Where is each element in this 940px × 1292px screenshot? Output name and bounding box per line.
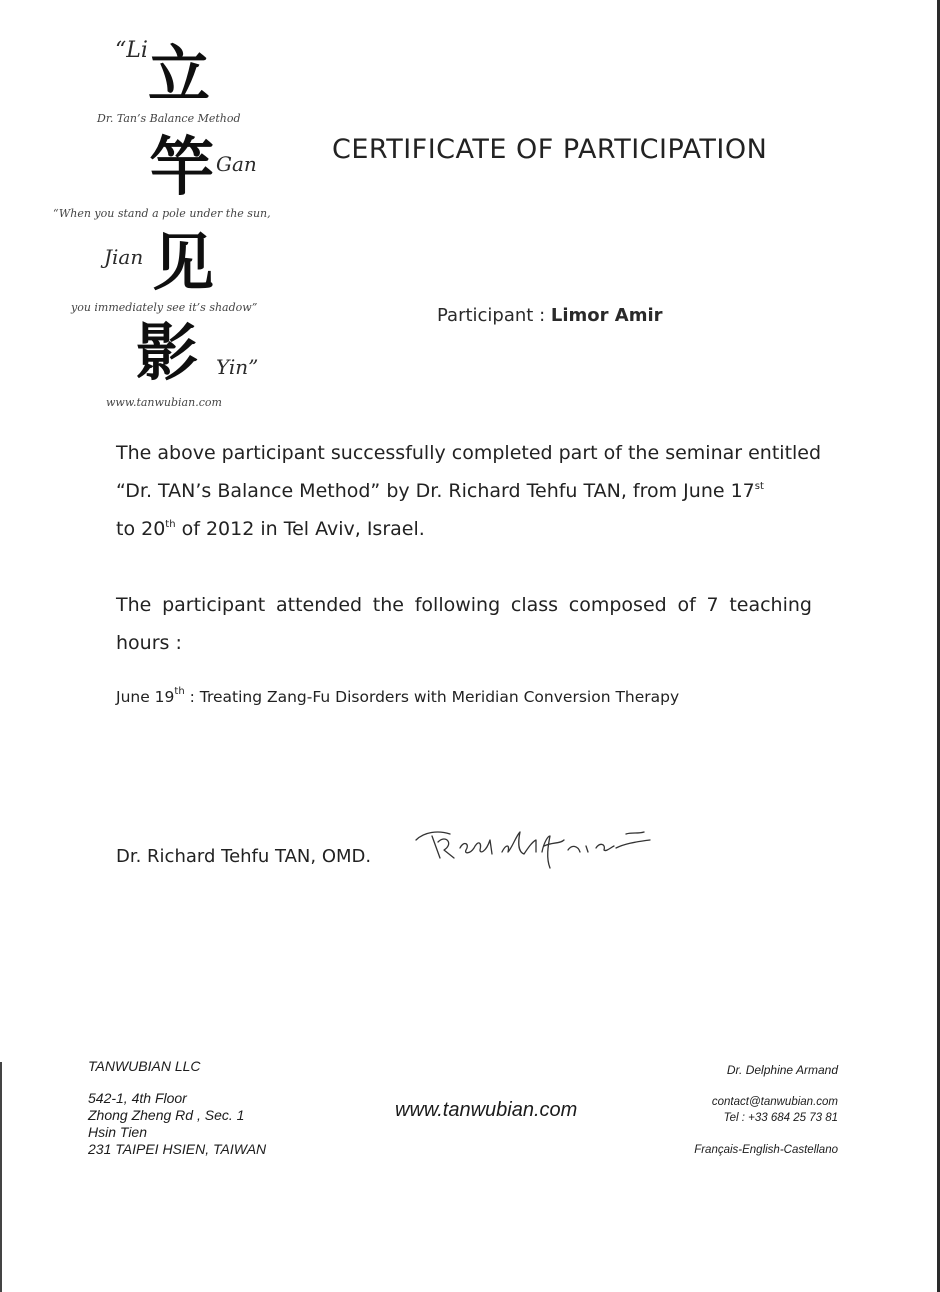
footer-phone: Tel : +33 684 25 73 81 — [723, 1112, 838, 1124]
logo-method-tagline: Dr. Tan’s Balance Method — [97, 112, 241, 125]
participant-label: Participant : — [437, 305, 551, 326]
class-description: : Treating Zang-Fu Disorders with Meridian Conversion Therapy — [184, 688, 680, 706]
address-line: 542-1, 4th Floor — [88, 1090, 187, 1106]
attendance-paragraph — [116, 586, 812, 662]
footer-company: TANWUBIAN LLC — [88, 1058, 201, 1074]
attendance-line: hours : — [116, 632, 182, 654]
scan-edge — [0, 1062, 2, 1292]
address-line: 231 TAIPEI HSIEN, TAIWAN — [88, 1141, 267, 1157]
logo-li-character: 立 — [148, 38, 211, 111]
footer-contact-name: Dr. Delphine Armand — [726, 1063, 838, 1077]
completion-line — [116, 472, 816, 510]
completion-text: “Dr. TAN’s Balance Method” by Dr. Richard Tehfu TAN, from June 17 — [116, 480, 755, 502]
participant-line — [437, 305, 663, 326]
logo-website: www.tanwubian.com — [106, 396, 222, 409]
logo-yin-label: Yin” — [216, 355, 259, 379]
logo-ying-character: 影 — [136, 316, 199, 389]
footer-address — [88, 1090, 266, 1158]
logo-quote-line1: “When you stand a pole under the sun, — [53, 207, 271, 220]
date-suffix: th — [174, 686, 185, 697]
logo-gan-character: 竿 — [150, 131, 214, 205]
footer-email: contact@tanwubian.com — [711, 1096, 838, 1108]
footer-website: www.tanwubian.com — [395, 1099, 578, 1121]
date-suffix: st — [754, 481, 764, 492]
address-line: Hsin Tien — [88, 1124, 148, 1140]
logo-gan-label: Gan — [216, 152, 257, 176]
completion-paragraph — [116, 434, 822, 548]
logo-jian-character: 见 — [152, 226, 215, 299]
signatory-name: Dr. Richard Tehfu TAN, OMD. — [116, 846, 372, 867]
handwritten-signature — [410, 818, 660, 878]
logo-quote-line2: you immediately see it’s shadow” — [71, 301, 258, 314]
completion-text: to 20 — [116, 518, 166, 540]
participant-name: Limor Amir — [550, 305, 663, 326]
footer-languages: Français-English-Castellano — [694, 1144, 838, 1156]
completion-line: The above participant successfully completed part of the seminar entitled — [116, 442, 822, 464]
completion-line — [116, 510, 816, 548]
logo-jian-label: Jian — [104, 245, 144, 269]
completion-text: of 2012 in Tel Aviv, Israel. — [175, 518, 425, 540]
logo-li-label: “Li — [115, 38, 148, 63]
address-line: Zhong Zheng Rd , Sec. 1 — [88, 1107, 245, 1123]
date-suffix: th — [165, 519, 176, 530]
class-entry — [116, 688, 679, 706]
certificate-title: CERTIFICATE OF PARTICIPATION — [332, 134, 768, 165]
class-date: June 19 — [116, 688, 175, 706]
attendance-line: The participant attended the following class composed of 7 teaching — [116, 594, 812, 616]
